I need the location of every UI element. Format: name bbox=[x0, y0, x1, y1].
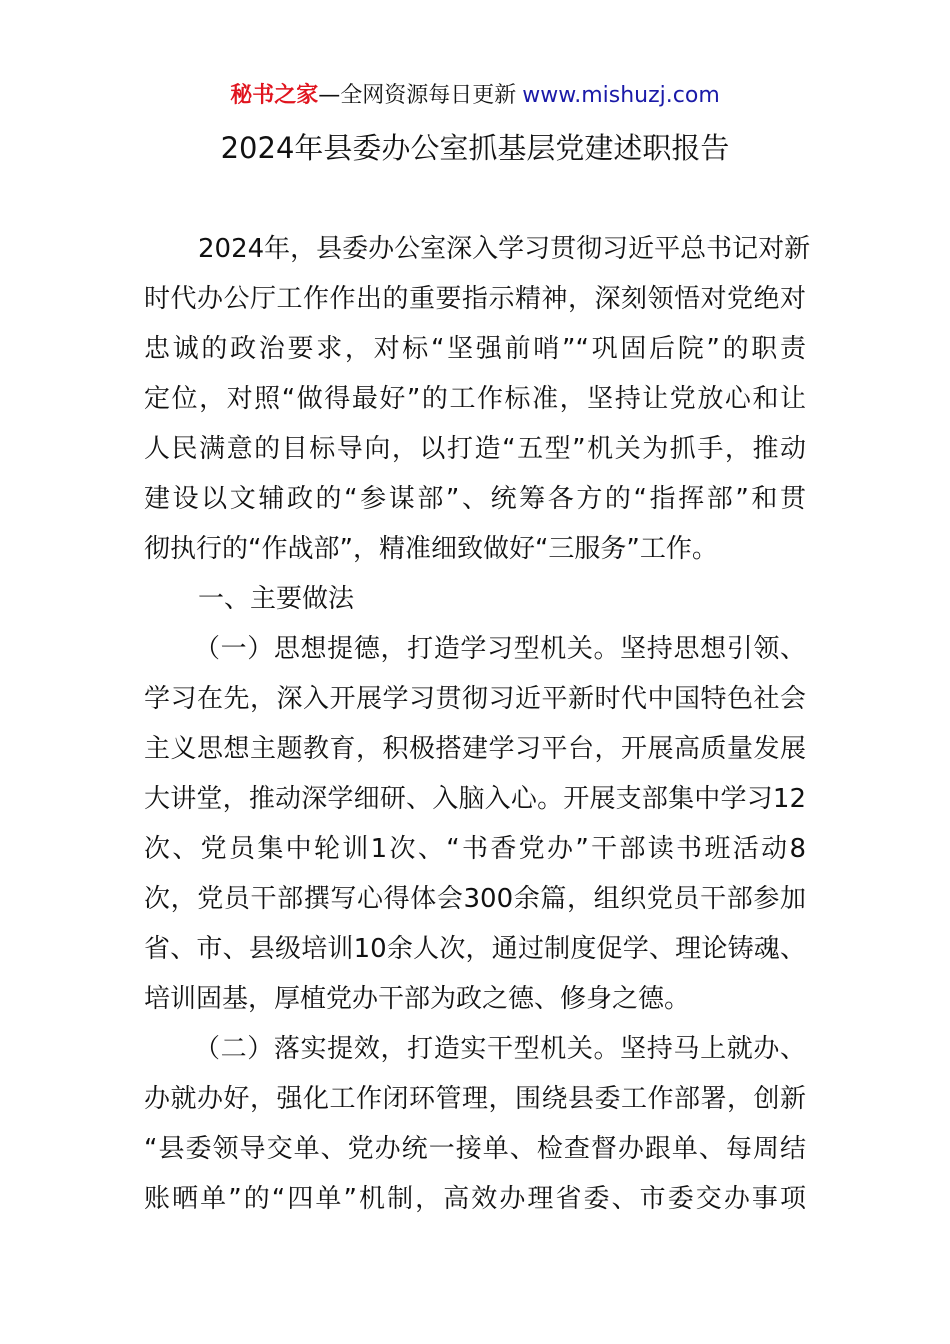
paragraph-line: 建设以文辅政的“参谋部”、统筹各方的“指挥部”和贯 bbox=[144, 484, 806, 514]
paragraph-line: 时代办公厅工作作出的重要指示精神，深刻领悟对党绝对 bbox=[144, 284, 806, 314]
paragraph-line: 培训固基，厚植党办干部为政之德、修身之德。 bbox=[144, 984, 691, 1014]
paragraph-line: 省、市、县级培训10余人次，通过制度促学、理论铸魂、 bbox=[144, 934, 806, 964]
section-heading: 一、主要做法 bbox=[198, 584, 355, 614]
site-tagline: —全网资源每日更新 bbox=[318, 83, 517, 108]
paragraph-line: 学习在先，深入开展学习贯彻习近平新时代中国特色社会 bbox=[144, 684, 806, 714]
document-title: 2024年县委办公室抓基层党建述职报告 bbox=[220, 131, 730, 165]
paragraph-line: 账晒单”的“四单”机制，高效办理省委、市委交办事项 bbox=[144, 1184, 806, 1214]
paragraph-line: 彻执行的“作战部”，精准细致做好“三服务”工作。 bbox=[144, 534, 718, 564]
paragraph-line: 定位，对照“做得最好”的工作标准，坚持让党放心和让 bbox=[144, 384, 806, 414]
paragraph-line: 大讲堂，推动深学细研、入脑入心。开展支部集中学习12 bbox=[144, 784, 806, 814]
paragraph-line: 次、党员集中轮训1次、“书香党办”干部读书班活动8 bbox=[144, 834, 806, 864]
site-header bbox=[0, 80, 950, 112]
paragraph-line: 办就办好，强化工作闭环管理，围绕县委工作部署，创新 bbox=[144, 1084, 806, 1114]
paragraph-line: 人民满意的目标导向，以打造“五型”机关为抓手，推动 bbox=[144, 434, 806, 464]
site-brand: 秘书之家 bbox=[230, 83, 319, 108]
site-url-link[interactable]: www.mishuzj.com bbox=[522, 83, 720, 108]
paragraph-line: （一）思想提德，打造学习型机关。坚持思想引领、 bbox=[194, 634, 806, 664]
document-body bbox=[144, 224, 811, 1224]
paragraph-line: 次，党员干部撰写心得体会300余篇，组织党员干部参加 bbox=[144, 884, 806, 914]
paragraph-line: 忠诚的政治要求，对标“坚强前哨”“巩固后院”的职责 bbox=[144, 334, 806, 364]
paragraph-line: （二）落实提效，打造实干型机关。坚持马上就办、 bbox=[194, 1034, 806, 1064]
paragraph-line: “县委领导交单、党办统一接单、检查督办跟单、每周结 bbox=[144, 1134, 806, 1164]
paragraph-line: 主义思想主题教育，积极搭建学习平台，开展高质量发展 bbox=[144, 734, 806, 764]
paragraph-line: 2024年，县委办公室深入学习贯彻习近平总书记对新 bbox=[198, 234, 811, 264]
